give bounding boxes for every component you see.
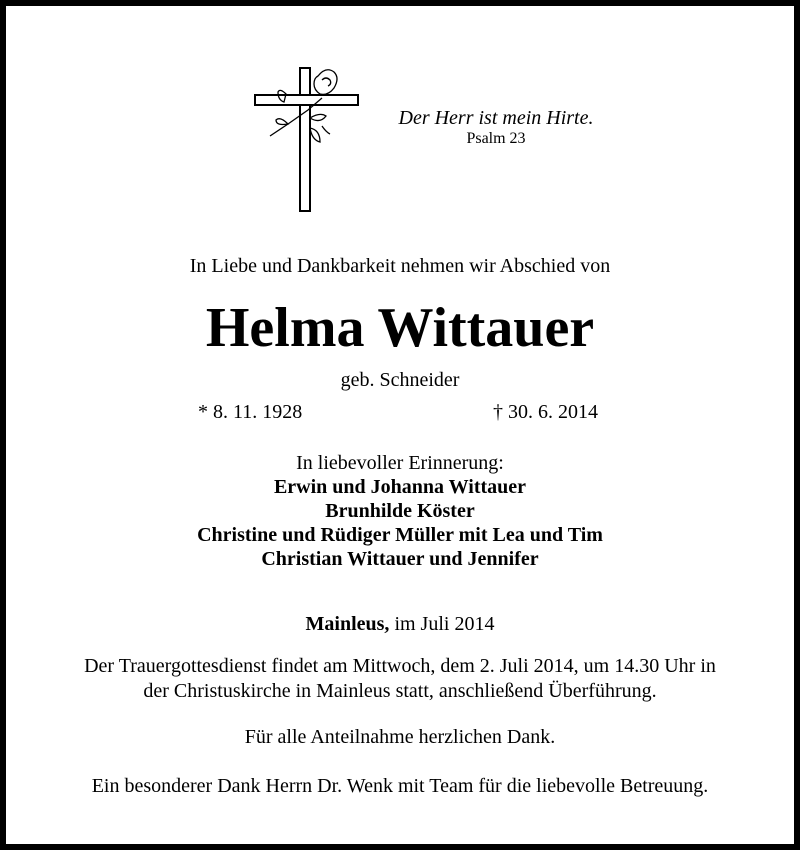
psalm-quote: [376, 106, 616, 148]
month: im Juli 2014: [389, 613, 495, 635]
birth-date: * 8. 11. 1928: [198, 401, 303, 423]
thanks-line: Für alle Anteilnahme herzlichen Dank.: [244, 726, 556, 748]
deceased-name: Helma Wittauer: [205, 297, 595, 359]
maiden-name: geb. Schneider: [340, 369, 460, 391]
cross-with-rose-icon: [248, 58, 368, 218]
death-date: † 30. 6. 2014: [493, 401, 598, 423]
intro-line: In Liebe und Dankbarkeit nehmen wir Abschied von: [189, 255, 611, 277]
service-line: Der Trauergottesdienst findet am Mittwoch, dem 2. Juli 2014, um 14.30 Uhr in: [84, 655, 716, 677]
service-line: der Christuskirche in Mainleus statt, anschließend Überführung.: [143, 680, 657, 702]
quote-source: Psalm 23: [466, 130, 526, 147]
special-thanks-line: Ein besonderer Dank Herrn Dr. Wenk mit Team für die liebevolle Betreuung.: [91, 775, 709, 797]
mourners-heading: In liebevoller Erinnerung:: [296, 452, 504, 474]
mourner-name: Erwin und Johanna Wittauer: [273, 476, 527, 498]
mourner-name: Brunhilde Köster: [325, 500, 475, 522]
mourner-name: Christian Wittauer und Jennifer: [261, 548, 539, 570]
quote-text: Der Herr ist mein Hirte.: [398, 107, 594, 129]
town: Mainleus,: [305, 613, 390, 635]
place-date: [6, 612, 794, 636]
mourner-name: Christine und Rüdiger Müller mit Lea und Tim: [197, 524, 603, 546]
